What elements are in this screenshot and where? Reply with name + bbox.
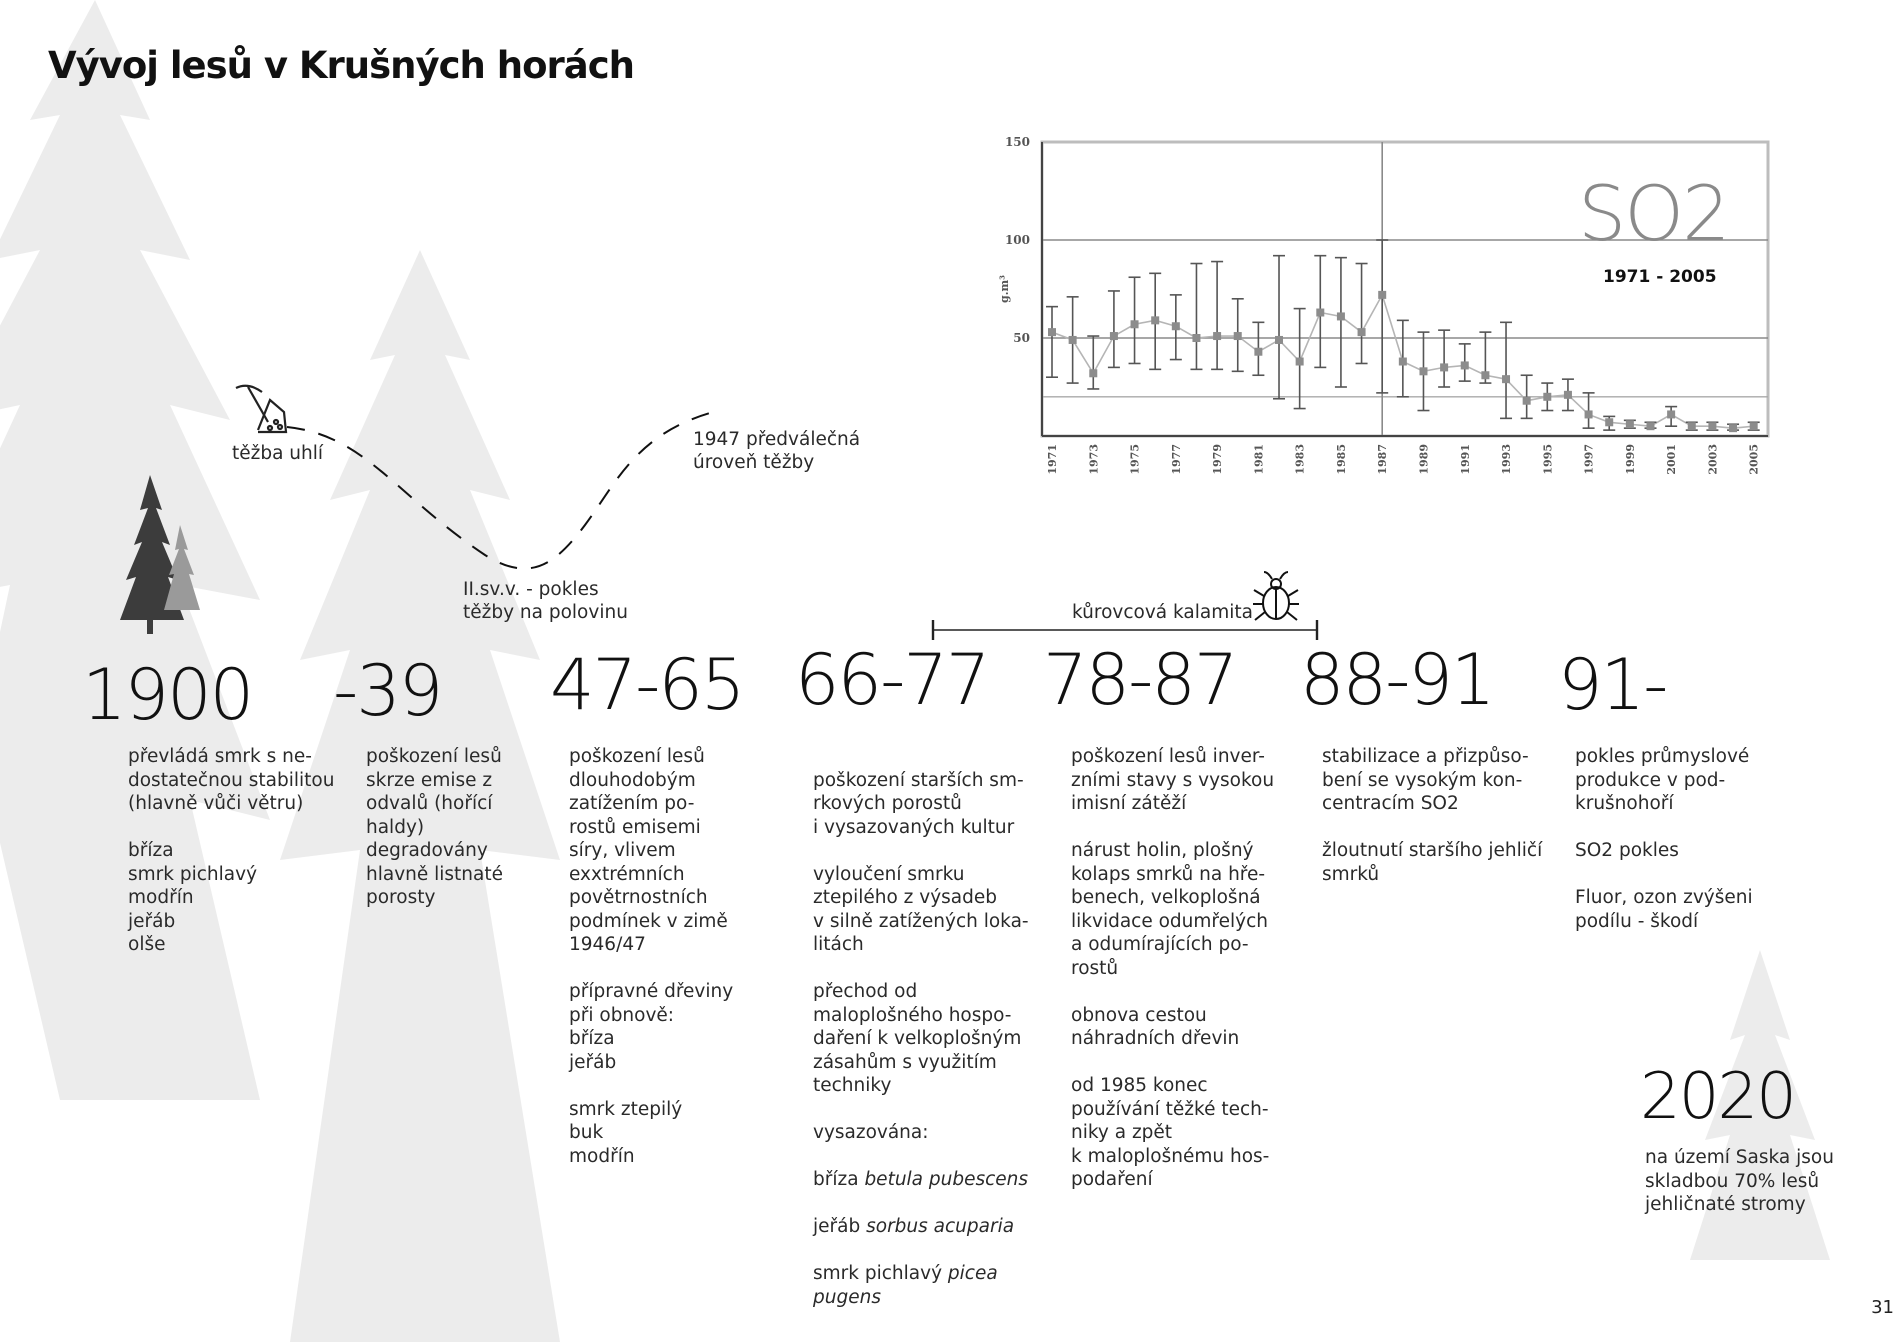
chart-data-point: [1048, 328, 1056, 336]
period-39-text: poškození lesů skrze emise z odvalů (hořící haldy) degradovány hlavně listnaté porosty: [366, 746, 504, 908]
chart-ytick-label: 100: [1004, 233, 1030, 247]
year-66-77: 66-77: [795, 639, 989, 721]
spruce-tree-icon: [112, 470, 202, 640]
chart-xtick-label: 2005: [1747, 444, 1761, 475]
chart-xtick-label: 1989: [1417, 444, 1431, 475]
chart-data-point: [1626, 420, 1634, 428]
chart-xtick-label: 1983: [1293, 444, 1307, 475]
chart-data-point: [1172, 322, 1180, 330]
chart-xtick-label: 1993: [1500, 444, 1514, 475]
chart-data-point: [1358, 328, 1366, 336]
species-latin: sorbus acuparia: [866, 1216, 1015, 1237]
period-91-text: pokles průmyslové produkce v pod- krušnohoří SO2 pokles Fluor, ozon zvýšeni podílu - škodí: [1575, 746, 1753, 932]
chart-data-point: [1440, 363, 1448, 371]
period-1900-text: převládá smrk s ne- dostatečnou stabilitou (hlavně vůči větru) bříza smrk pichlavý modřín jeřáb olše: [128, 746, 335, 955]
chart-data-point: [1069, 336, 1077, 344]
mining-trend-curve: [285, 405, 745, 605]
chart-xtick-label: 1975: [1128, 444, 1142, 475]
chart-data-point: [1192, 334, 1200, 342]
chart-data-point: [1213, 332, 1221, 340]
calamity-label: kůrovcová kalamita: [1072, 602, 1253, 623]
chart-data-point: [1646, 422, 1654, 430]
period-66-77-text: [813, 745, 1029, 1309]
chart-data-point: [1461, 361, 1469, 369]
chart-data-point: [1564, 391, 1572, 399]
period-66-77-body: poškození starších sm- rkových porostů i vysazovaných kultur vyloučení smrku ztepilého z výsadeb v silně zatížených loka- litách přechod od maloplošného hospo- daření k velkoplošným zásahům s využitím techniky vysazována:: [813, 769, 1029, 1143]
chart-data-point: [1089, 369, 1097, 377]
chart-data-point: [1543, 393, 1551, 401]
species-latin: picea pugens: [813, 1263, 998, 1308]
year-2020: 2020: [1640, 1060, 1795, 1134]
chart-xtick-label: 1981: [1252, 444, 1266, 475]
year-78-87: 78-87: [1043, 639, 1237, 721]
chart-data-point: [1275, 336, 1283, 344]
period-47-65-text: poškození lesů dlouhodobým zatížením po- rostů emisemi síry, vlivem exxtrémních povětrnostních podmínek v zimě 1946/47 přípravné dřeviny při obnově: bříza jeřáb smrk ztepilý buk modřín: [569, 746, 734, 1167]
chart-title: SO2: [1578, 169, 1729, 258]
chart-data-point: [1399, 358, 1407, 366]
page-title: Vývoj lesů v Krušných horách: [48, 44, 635, 87]
chart-xtick-label: 1987: [1376, 444, 1390, 475]
chart-data-point: [1234, 332, 1242, 340]
chart-xtick-label: 1997: [1582, 444, 1596, 475]
bark-beetle-icon: [1250, 570, 1302, 624]
species-common: smrk pichlavý: [813, 1263, 943, 1284]
chart-xtick-label: 1999: [1623, 444, 1637, 475]
chart-data-point: [1502, 375, 1510, 383]
chart-xtick-label: 1979: [1211, 444, 1225, 475]
chart-data-point: [1481, 371, 1489, 379]
chart-data-point: [1750, 422, 1758, 430]
chart-xtick-label: 1985: [1334, 444, 1348, 475]
chart-ytick-label: 150: [1004, 135, 1030, 149]
chart-xtick-label: 1991: [1458, 444, 1472, 475]
year-1900: 1900: [82, 654, 253, 736]
chart-data-point: [1296, 358, 1304, 366]
chart-xtick-label: 1971: [1046, 444, 1059, 475]
period-88-91-text: stabilizace a přizpůso- bení se vysokým kon- centracím SO2 žloutnutí staršího jehličí smrků: [1322, 746, 1543, 885]
mining-start-label: těžba uhlí: [232, 443, 324, 464]
chart-xtick-label: 1977: [1169, 444, 1183, 475]
chart-data-point: [1729, 424, 1737, 432]
chart-ytick-label: 50: [1013, 331, 1030, 345]
year-39: -39: [333, 650, 442, 732]
chart-data-point: [1110, 332, 1118, 340]
chart-data-point: [1708, 422, 1716, 430]
chart-data-point: [1254, 348, 1262, 356]
mining-high-label: 1947 předválečná úroveň těžby: [693, 429, 861, 473]
species-common: jeřáb: [813, 1216, 861, 1237]
chart-data-point: [1316, 309, 1324, 317]
chart-data-point: [1337, 312, 1345, 320]
chart-data-point: [1151, 316, 1159, 324]
chart-data-point: [1131, 320, 1139, 328]
species-common: bříza: [813, 1169, 859, 1190]
chart-subtitle: 1971 - 2005: [1603, 267, 1717, 287]
mining-low-label: II.sv.v. - pokles těžby na polovinu: [463, 579, 628, 623]
species-latin: betula pubescens: [864, 1169, 1029, 1190]
chart-xtick-label: 1995: [1541, 444, 1555, 475]
year-47-65: 47-65: [550, 644, 744, 726]
year-91: 91-: [1558, 644, 1667, 726]
chart-ylabel: g.m³: [998, 275, 1011, 303]
chart-data-point: [1667, 410, 1675, 418]
chart-data-point: [1688, 422, 1696, 430]
page-number: 31: [1871, 1297, 1894, 1318]
chart-data-point: [1585, 410, 1593, 418]
chart-xtick-label: 2001: [1665, 444, 1679, 475]
chart-data-point: [1523, 397, 1531, 405]
period-78-87-text: poškození lesů inver- zními stavy s vysokou imisní zátěží nárust holin, plošný kolaps smrků na hře- benech, velkoplošná likvidace odumřelých a odumírajících po- rostů obnova cestou náhradních dřevin od 1985 konec používání těžké tech- niky a zpět k maloplošnému hos- podaření: [1071, 746, 1275, 1190]
chart-xtick-label: 1973: [1087, 444, 1101, 475]
year-88-91: 88-91: [1300, 639, 1494, 721]
chart-xtick-label: 2003: [1706, 444, 1720, 475]
chart-data-point: [1378, 291, 1386, 299]
future-text: na území Saska jsou skladbou 70% lesů jehličnaté stromy: [1645, 1147, 1834, 1215]
chart-data-point: [1419, 367, 1427, 375]
chart-data-point: [1605, 418, 1613, 426]
